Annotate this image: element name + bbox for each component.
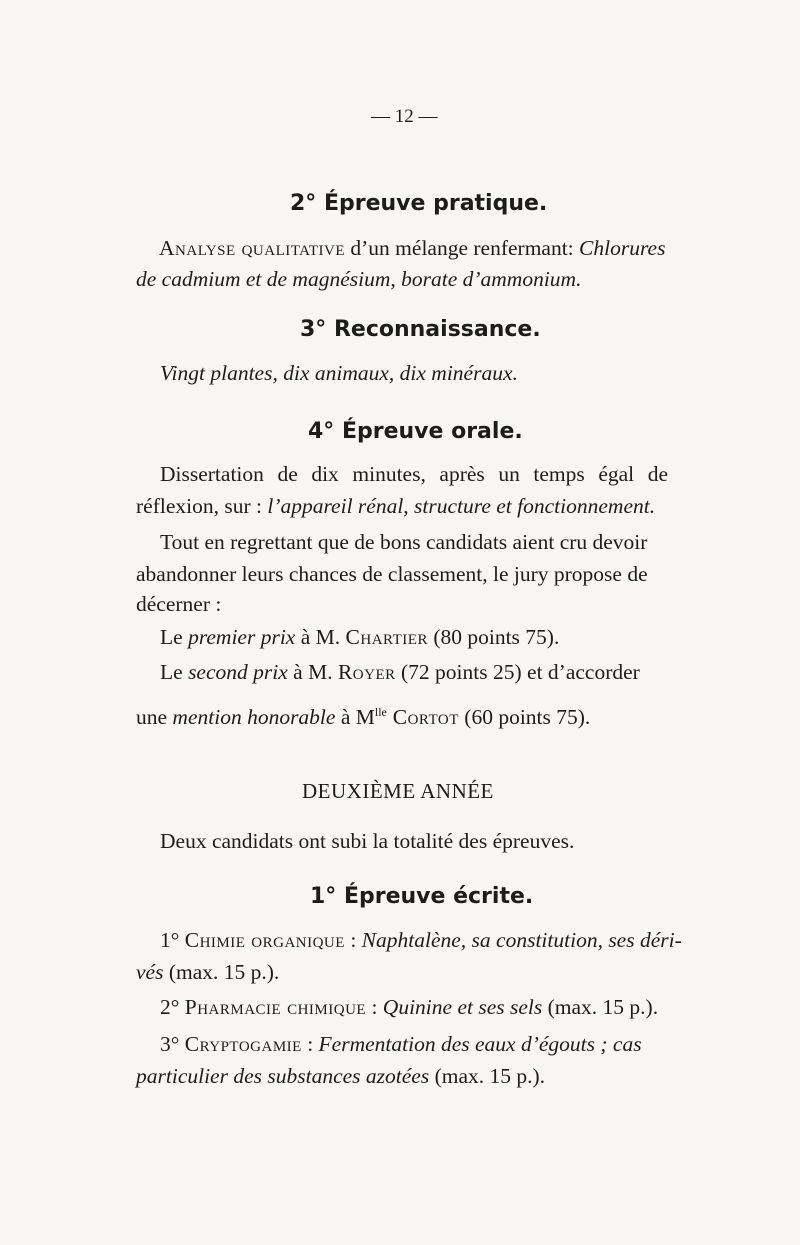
heading-epreuve-orale: 4° Épreuve orale. (308, 419, 523, 444)
word: égal (598, 462, 635, 486)
text-a-m: à M (335, 705, 375, 729)
paragraph-regrettant-line3: décerner : (136, 592, 222, 616)
text-points: (60 points 75). (458, 705, 591, 729)
text-reflexion: réflexion, sur : (136, 494, 268, 518)
prize-line-second (160, 662, 640, 684)
text-second-prix: second prix (188, 660, 288, 684)
text-cadmium: de cadmium et de magnésium, borate d’ammonium. (136, 267, 582, 291)
item-cryptogamie-line1 (160, 1034, 642, 1056)
word: dix (311, 462, 339, 486)
label-chimie-organique: Chimie organique (184, 928, 345, 952)
text-le: Le (160, 625, 189, 649)
text-max: (max. 15 p.). (429, 1064, 546, 1088)
text-colon: : (301, 1032, 319, 1056)
item-number: 1° (160, 928, 185, 952)
page-number: — 12 — (371, 106, 438, 127)
prize-line-mention (136, 704, 591, 729)
paragraph-regrettant-line2: abandonner leurs chances de classement, le jury propose de (136, 562, 648, 586)
paragraph-reconnaissance (160, 363, 518, 385)
word: temps (533, 462, 585, 486)
paragraph-analyse-line1 (159, 238, 665, 260)
text-points: (72 points 25) et d’accorder (395, 660, 640, 684)
text-appareil-renal: l’appareil rénal, structure et fonctionnement. (267, 494, 656, 518)
text-substances-azotees: particulier des substances azotées (136, 1064, 430, 1088)
word: un (498, 462, 520, 486)
name-chartier: Chartier (345, 625, 428, 649)
word: minutes, (352, 462, 426, 486)
item-number: 3° (160, 1032, 185, 1056)
text-a-m: à M. (287, 660, 338, 684)
paragraph-deux-candidats: Deux candidats ont subi la totalité des épreuves. (160, 829, 575, 853)
paragraph-regrettant-line1: Tout en regrettant que de bons candidats aient cru devoir (160, 530, 648, 554)
text-lle: lle (374, 704, 387, 719)
text-points: (80 points 75). (427, 625, 560, 649)
text-le: Le (160, 660, 189, 684)
paragraph-dissertation-line1 (160, 464, 668, 486)
item-chimie-organique-line1 (160, 930, 682, 952)
text-a-m: à M. (295, 625, 346, 649)
text-premier-prix: premier prix (188, 625, 296, 649)
heading-reconnaissance: 3° Reconnaissance. (300, 317, 541, 342)
text-une: une (136, 705, 173, 729)
word: de (277, 462, 298, 486)
name-royer: Royer (337, 660, 396, 684)
heading-epreuve-ecrite: 1° Épreuve écrite. (310, 884, 534, 909)
text-max: (max. 15 p.). (542, 995, 659, 1019)
text-melange: d’un mélange renfermant: (345, 236, 580, 260)
text-quinine: Quinine et ses sels (382, 995, 543, 1019)
text-max: (max. 15 p.). (163, 960, 280, 984)
name-cortot: Cortot (386, 705, 459, 729)
text-naphtalene: Naphtalène, sa constitution, ses déri- (361, 928, 682, 952)
word: de (647, 462, 668, 486)
item-number: 2° (160, 995, 185, 1019)
text-chlorures: Chlorures (579, 236, 666, 260)
prize-line-premier (160, 627, 559, 649)
text-mention-honorable: mention honorable (172, 705, 336, 729)
item-chimie-organique-line2 (136, 962, 279, 984)
text-colon: : (366, 995, 383, 1019)
word: après (439, 462, 485, 486)
paragraph-analyse-line2 (136, 269, 581, 291)
item-pharmacie-chimique (160, 997, 658, 1019)
text-vingt-plantes: Vingt plantes, dix animaux, dix minéraux. (160, 361, 518, 385)
word: Dissertation (160, 462, 264, 486)
text-colon: : (344, 928, 362, 952)
text-derives: vés (136, 960, 164, 984)
item-cryptogamie-line2 (136, 1066, 545, 1088)
text-fermentation: Fermentation des eaux d’égouts ; cas (318, 1032, 642, 1056)
label-analyse-qualitative: Analyse qualitative (159, 236, 346, 260)
heading-epreuve-pratique: 2° Épreuve pratique. (290, 191, 548, 216)
label-cryptogamie: Cryptogamie (184, 1032, 302, 1056)
heading-deuxieme-annee: DEUXIÈME ANNÉE (302, 779, 494, 803)
label-pharmacie-chimique: Pharmacie chimique (184, 995, 367, 1019)
paragraph-dissertation-line2 (136, 496, 655, 518)
